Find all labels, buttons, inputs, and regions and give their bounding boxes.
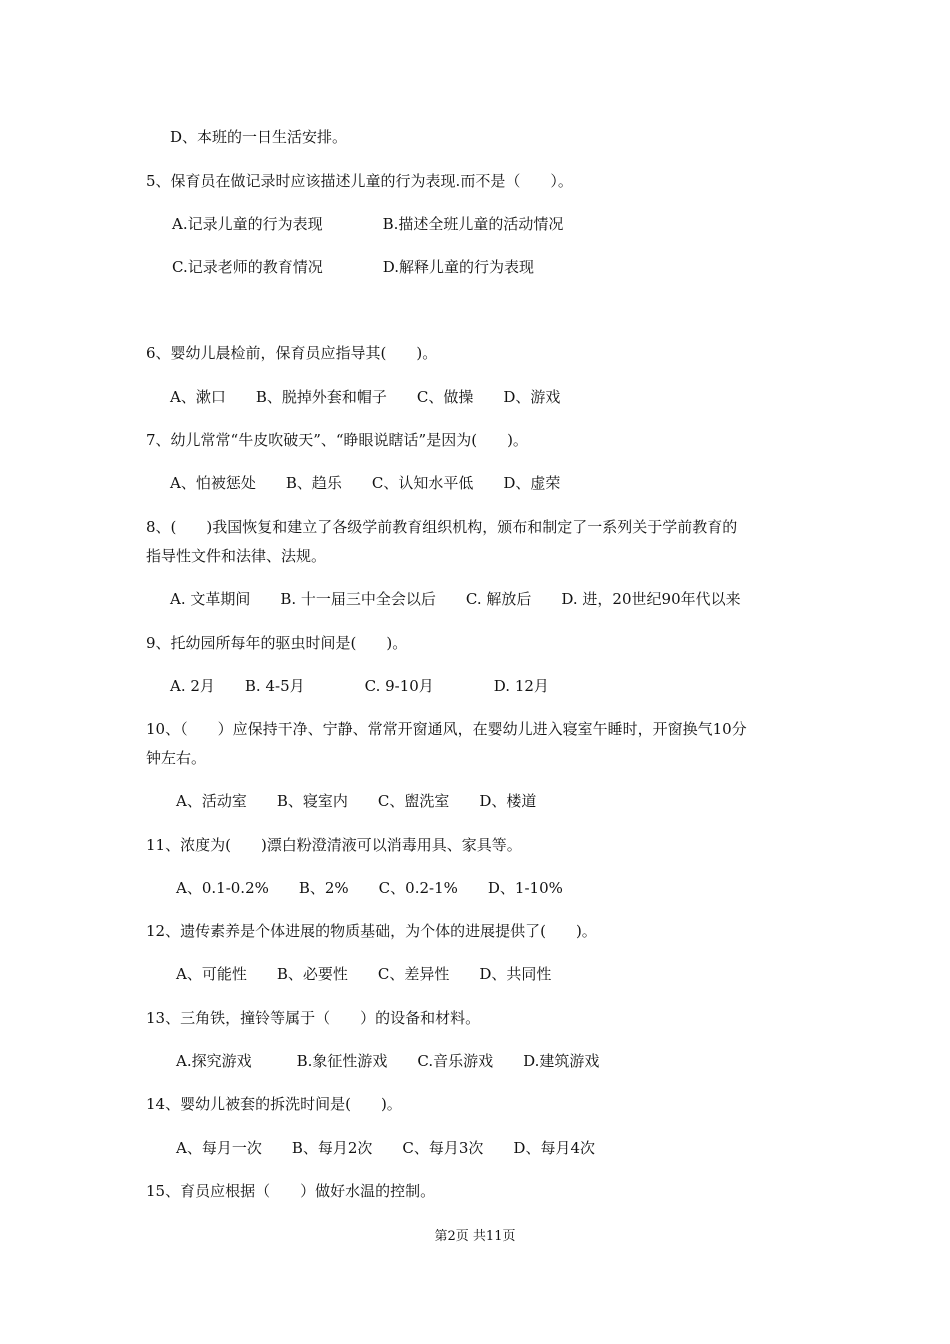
option-line: C.记录老师的教育情况 D.解释儿童的行为表现 bbox=[172, 258, 534, 276]
question-8: 8、( )我国恢复和建立了各级学前教育组织机构，颁布和制定了一系列关于学前教育的 bbox=[146, 518, 738, 536]
question-13: 13、三角铁，撞铃等属于（ ）的设备和材料。 bbox=[146, 1009, 481, 1027]
option-line: A、怕被惩处 B、趋乐 C、认知水平低 D、虚荣 bbox=[170, 474, 561, 492]
option-line: A、0.1-0.2% B、2% C、0.2-1% D、1-10% bbox=[176, 879, 563, 897]
question-10-continued: 钟左右。 bbox=[146, 749, 207, 767]
question-12: 12、遗传素养是个体进展的物质基础，为个体的进展提供了( )。 bbox=[146, 922, 597, 940]
question-5: 5、保育员在做记录时应该描述儿童的行为表现.而不是（ ）。 bbox=[146, 172, 573, 190]
question-14: 14、婴幼儿被套的拆洗时间是( )。 bbox=[146, 1095, 402, 1113]
option-line: A、漱口 B、脱掉外套和帽子 C、做操 D、游戏 bbox=[170, 388, 561, 406]
option-line: D、本班的一日生活安排。 bbox=[170, 128, 348, 146]
question-7: 7、幼儿常常“牛皮吹破天”、“睁眼说瞎话”是因为( )。 bbox=[146, 431, 528, 449]
question-15: 15、育员应根据（ ）做好水温的控制。 bbox=[146, 1182, 436, 1200]
option-line: A. 文革期间 B. 十一届三中全会以后 C. 解放后 D. 进，20世纪90年代以来 bbox=[170, 590, 741, 608]
question-10: 10、（ ）应保持干净、宁静、常常开窗通风，在婴幼儿进入寝室午睡时，开窗换气10分 bbox=[146, 720, 747, 738]
option-line: A.记录儿童的行为表现 B.描述全班儿童的活动情况 bbox=[172, 215, 564, 233]
page-footer: 第2页 共11页 bbox=[434, 1229, 516, 1244]
option-line: A、可能性 B、必要性 C、差异性 D、共同性 bbox=[176, 965, 552, 983]
option-line: A、每月一次 B、每月2次 C、每月3次 D、每月4次 bbox=[176, 1139, 595, 1157]
question-8-continued: 指导性文件和法律、法规。 bbox=[146, 547, 327, 565]
question-6: 6、婴幼儿晨检前，保育员应指导其( )。 bbox=[146, 344, 438, 362]
option-line: A. 2月 B. 4-5月 C. 9-10月 D. 12月 bbox=[170, 677, 549, 695]
question-9: 9、托幼园所每年的驱虫时间是( )。 bbox=[146, 634, 408, 652]
option-line: A、活动室 B、寝室内 C、盥洗室 D、楼道 bbox=[176, 792, 537, 810]
question-11: 11、浓度为( )漂白粉澄清液可以消毒用具、家具等。 bbox=[146, 836, 522, 854]
option-line: A.探究游戏 B.象征性游戏 C.音乐游戏 D.建筑游戏 bbox=[176, 1052, 600, 1070]
